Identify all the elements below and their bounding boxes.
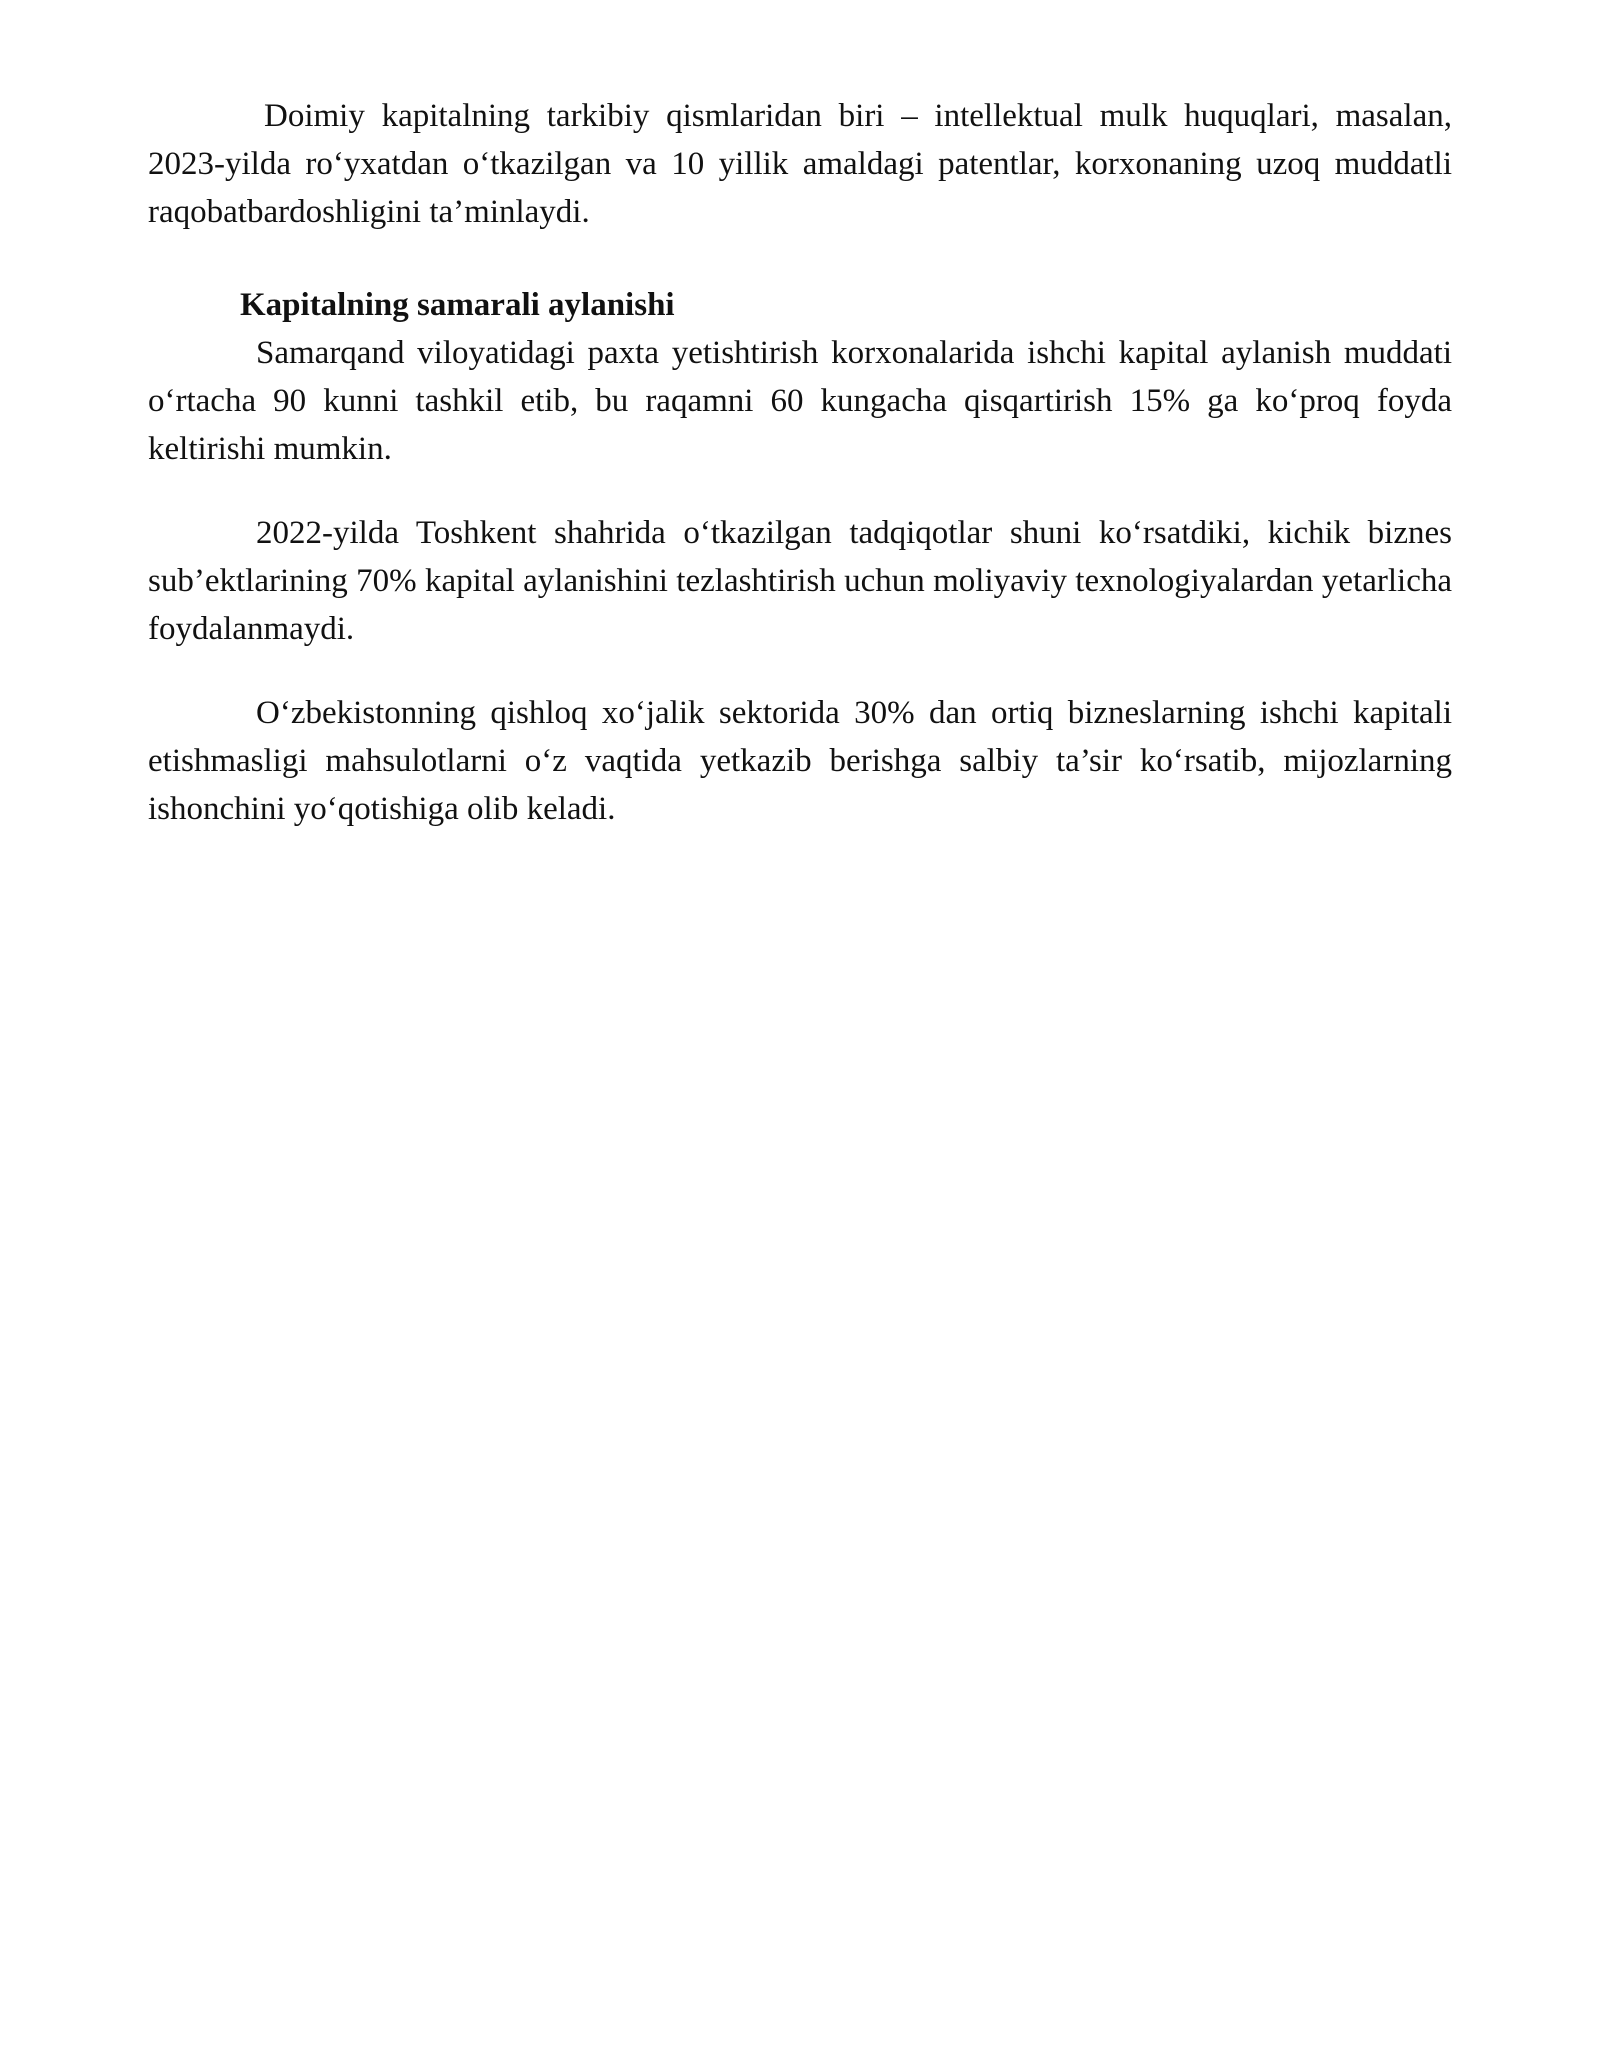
section-heading: Kapitalning samarali aylanishi <box>240 287 675 323</box>
document-body <box>148 92 1452 833</box>
paragraph-intellectual-property: Doimiy kapitalning tarkibiy qismlaridan biri – intellektual mulk huquqlari, masalan, 2023-yilda ro‘yxatdan o‘tkazilgan va 10 yillik amaldagi patentlar, korxonaning uzoq muddatli raqobatbardoshligini ta’minlaydi. <box>148 98 1452 230</box>
paragraph-samarqand: Samarqand viloyatidagi paxta yetishtirish korxonalarida ishchi kapital aylanish muddati o‘rtacha 90 kunni tashkil etib, bu raqamni 60 kungacha qisqartirish 15% ga ko‘proq foyda keltirishi mumkin. <box>148 335 1452 467</box>
paragraph-agriculture: O‘zbekistonning qishloq xo‘jalik sektorida 30% dan ortiq bizneslarning ishchi kapitali etishmasligi mahsulotlarni o‘z vaqtida yetkazib berishga salbiy ta’sir ko‘rsatib, mijozlarning ishonchini yo‘qotishiga olib keladi. <box>148 695 1452 827</box>
paragraph-toshkent: 2022-yilda Toshkent shahrida o‘tkazilgan tadqiqotlar shuni ko‘rsatdiki, kichik biznes sub’ektlarining 70% kapital aylanishini tezlashtirish uchun moliyaviy texnologiyalardan yetarlicha foydalanmaydi. <box>148 515 1452 647</box>
